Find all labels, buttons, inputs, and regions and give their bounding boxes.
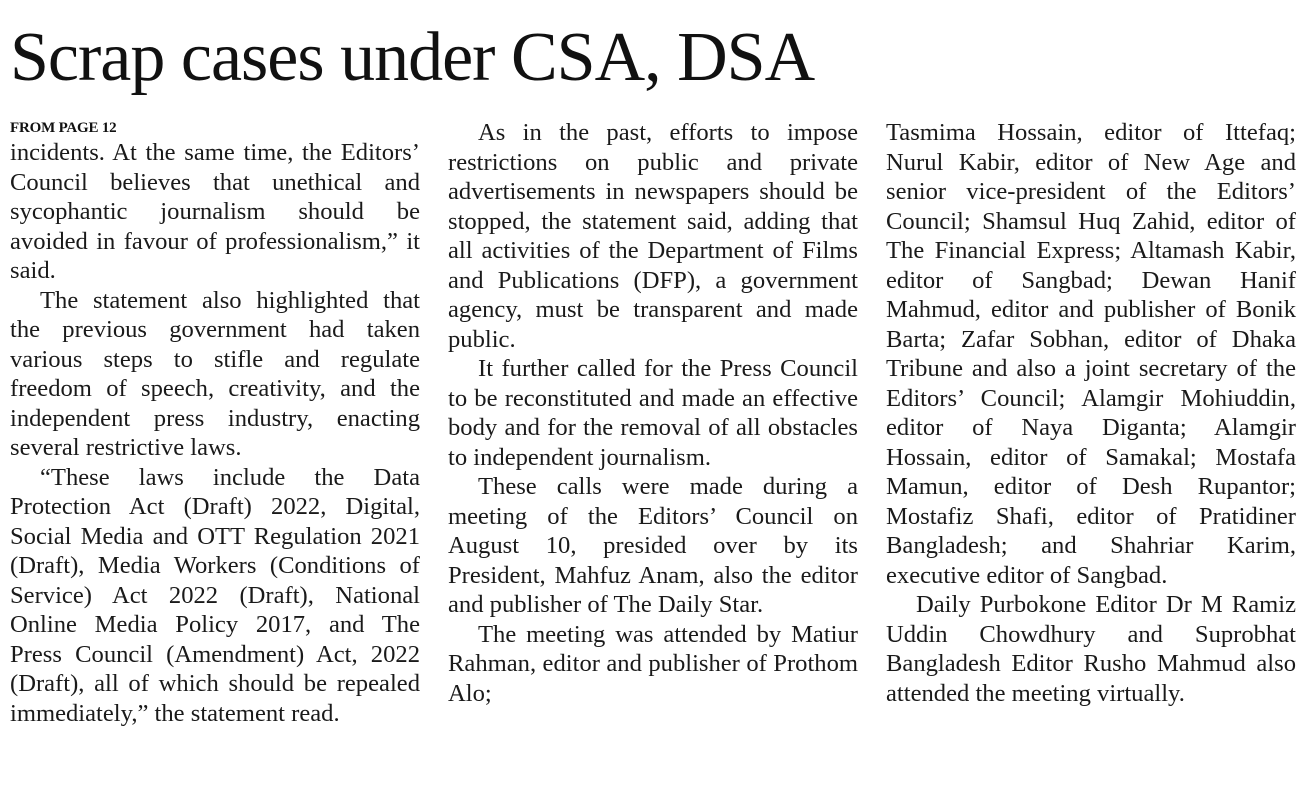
paragraph: As in the past, efforts to impose restrictions on public and private advertisements in newspapers should be stopped, the statement said, adding that all activities of the Department of Films and Publications (DFP), a government agency, must be transparent and made public. (448, 119, 858, 353)
paragraph: Daily Purbokone Editor Dr M Ramiz Uddin Chowdhury and Suprobhat Bangladesh Editor Rusho Mahmud also attended the meeting virtually. (886, 591, 1296, 707)
paragraph: These calls were made during a meeting of the Editors’ Council on August 10, presided over by its President, Mahfuz Anam, also the editor and publisher of The Daily Star. (448, 473, 858, 618)
headline: Scrap cases under CSA, DSA (10, 19, 815, 96)
paragraph: The statement also highlighted that the previous government had taken various steps to stifle and regulate freedom of speech, creativity, and the independent press industry, enacting several restrictive laws. (10, 286, 420, 461)
paragraph: incidents. At the same time, the Editors’ Council believes that unethical and sycophantic journalism should be avoided in favour of professionalism,” it said. (10, 139, 420, 284)
paragraph: “These laws include the Data Protection Act (Draft) 2022, Digital, Social Media and OTT Regulation 2021 (Draft), Media Workers (Conditions of Service) Act 2022 (Draft), National Online Media Policy 2017, and The Press Council (Amendment) Act, 2022 (Draft), all of which should be repealed immediately,” the statement read. (10, 463, 420, 727)
article-column-1 (10, 118, 420, 728)
continuation-label: FROM PAGE 12 (10, 120, 117, 136)
paragraph: The meeting was attended by Matiur Rahman, editor and publisher of Prothom Alo; (448, 620, 858, 707)
paragraph: Tasmima Hossain, editor of Ittefaq; Nurul Kabir, editor of New Age and senior vice-president of the Editors’ Council; Shamsul Huq Zahid, editor of The Financial Express; Altamash Kabir, editor of Sangbad; Dewan Hanif Mahmud, editor and publisher of Bonik Barta; Zafar Sobhan, editor of Dhaka Tribune and also a joint secretary of the Editors’ Council; Alamgir Mohiuddin, editor of Naya Diganta; Alamgir Hossain, editor of Samakal; Mostafa Mamun, editor of Desh Rupantor; Mostafiz Shafi, editor of Pratidiner Bangladesh; and Shahriar Karim, executive editor of Sangbad. (886, 119, 1296, 589)
article-column-3 (886, 118, 1296, 708)
paragraph: It further called for the Press Council to be reconstituted and made an effective body and for the removal of all obstacles to independent journalism. (448, 355, 858, 471)
article-column-2 (448, 118, 858, 708)
